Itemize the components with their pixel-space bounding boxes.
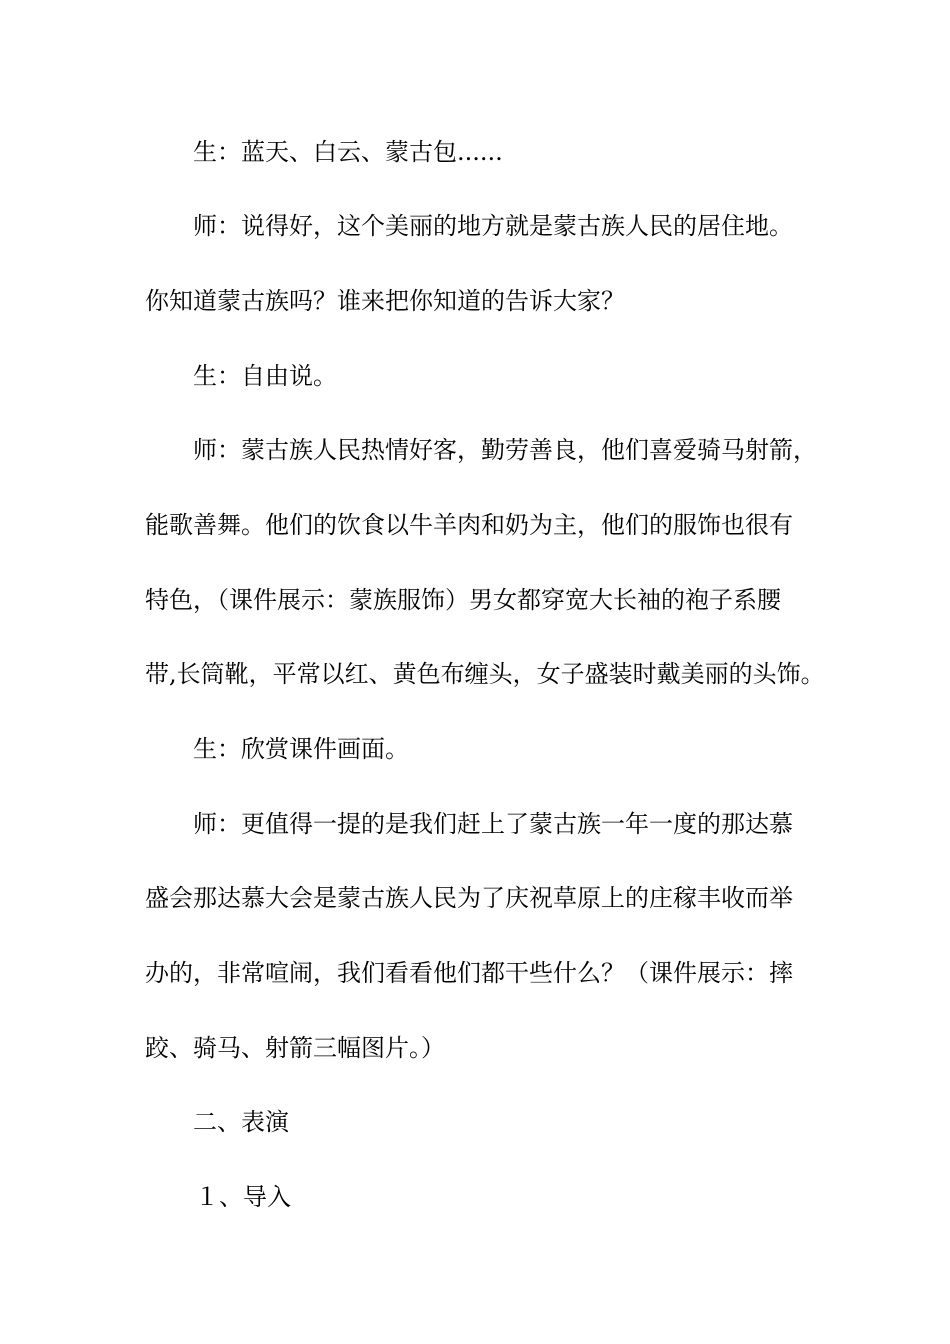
dialogue-student-line: 生：自由说。 [193, 362, 337, 390]
paragraph-line: 办的，非常喧闹，我们看看他们都干些什么？（课件展示：摔 [145, 959, 793, 987]
paragraph-line: 能歌善舞。他们的饮食以牛羊肉和奶为主，他们的服饰也很有 [145, 511, 793, 539]
dialogue-teacher-line: 师：蒙古族人民热情好客，勤劳善良，他们喜爱骑马射箭， [193, 436, 817, 464]
paragraph-line: 带,长筒靴，平常以红、黄色布缠头，女子盛装时戴美丽的头饰。 [145, 660, 825, 688]
subsection-heading: １、导入 [195, 1183, 291, 1211]
paragraph-line: 特色，（课件展示：蒙族服饰）男女都穿宽大长袖的袍子系腰 [145, 586, 781, 614]
section-heading: 二、表演 [193, 1108, 289, 1136]
paragraph-line: 你知道蒙古族吗？谁来把你知道的告诉大家？ [145, 287, 625, 315]
dialogue-student-line: 生：欣赏课件画面。 [193, 735, 409, 763]
dialogue-teacher-line: 师：更值得一提的是我们赶上了蒙古族一年一度的那达慕 [193, 810, 793, 838]
dialogue-student-line: 生：蓝天、白云、蒙古包...... [193, 138, 503, 166]
dialogue-teacher-line: 师：说得好，这个美丽的地方就是蒙古族人民的居住地。 [193, 212, 793, 240]
paragraph-line: 盛会那达慕大会是蒙古族人民为了庆祝草原上的庄稼丰收而举 [145, 884, 793, 912]
paragraph-line: 跤、骑马、射箭三幅图片。） [145, 1034, 445, 1062]
